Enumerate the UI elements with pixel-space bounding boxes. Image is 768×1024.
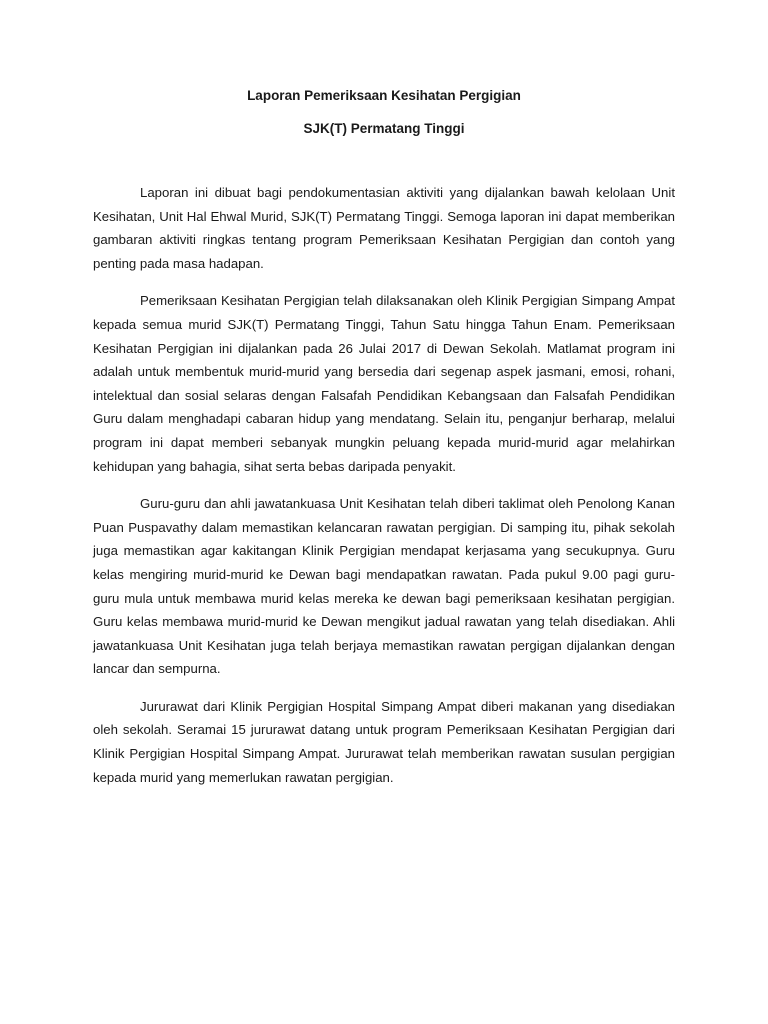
document-title: Laporan Pemeriksaan Kesihatan Pergigian <box>247 88 521 103</box>
paragraph-4: Jururawat dari Klinik Pergigian Hospital Simpang Ampat diberi makanan yang disediakan oleh sekolah. Seramai 15 jururawat datang untuk program Pemeriksaan Kesihatan Pergigian dari Klinik Pergigian Hospital Simpang Ampat. Jururawat telah memberikan rawatan susulan pergigian kepada murid yang memerlukan rawatan pergigian. <box>93 698 675 785</box>
document-subtitle: SJK(T) Permatang Tinggi <box>303 121 465 136</box>
paragraph-3: Guru-guru dan ahli jawatankuasa Unit Kesihatan telah diberi taklimat oleh Penolong Kanan Puan Puspavathy dalam memastikan kelancaran rawatan pergigian. Di samping itu, pihak sekolah juga memastikan agar kakitangan Klinik Pergigian mendapat kerjasama yang secukupnya. Guru kelas mengiring murid-murid ke Dewan bagi mendapatkan rawatan. Pada pukul 9.00 pagi guru-guru mula untuk membawa murid kelas mereka ke dewan bagi pemeriksaan kesihatan pergigian. Guru kelas membawa murid-murid ke Dewan mengikut jadual rawatan yang telah disediakan. Ahli jawatankuasa Unit Kesihatan juga telah berjaya memastikan rawatan pergigan dijalankan dengan lancar dan sempurna. <box>93 496 675 677</box>
paragraph-2: Pemeriksaan Kesihatan Pergigian telah dilaksanakan oleh Klinik Pergigian Simpang Ampat kepada semua murid SJK(T) Permatang Tinggi, Tahun Satu hingga Tahun Enam. Pemeriksaan Kesihatan Pergigian ini dijalankan pada 26 Julai 2017 di Dewan Sekolah. Matlamat program ini adalah untuk membentuk murid-murid yang bersedia dari segenap aspek jasmani, emosi, rohani, intelektual dan sosial selaras dengan Falsafah Pendidikan Kebangsaan dan Falsafah Pendidikan Guru dalam menghadapi cabaran hidup yang mendatang. Selain itu, penganjur berharap, melalui program ini dapat memberi sebanyak mungkin peluang kepada murid-murid agar melahirkan kehidupan yang bahagia, sihat serta bebas daripada penyakit. <box>93 293 675 474</box>
document-body <box>93 181 675 803</box>
paragraph-1: Laporan ini dibuat bagi pendokumentasian aktiviti yang dijalankan bawah kelolaan Unit Kesihatan, Unit Hal Ehwal Murid, SJK(T) Permatang Tinggi. Semoga laporan ini dapat memberikan gambaran aktiviti ringkas tentang program Pemeriksaan Kesihatan Pergigian dan contoh yang penting pada masa hadapan. <box>93 185 675 271</box>
